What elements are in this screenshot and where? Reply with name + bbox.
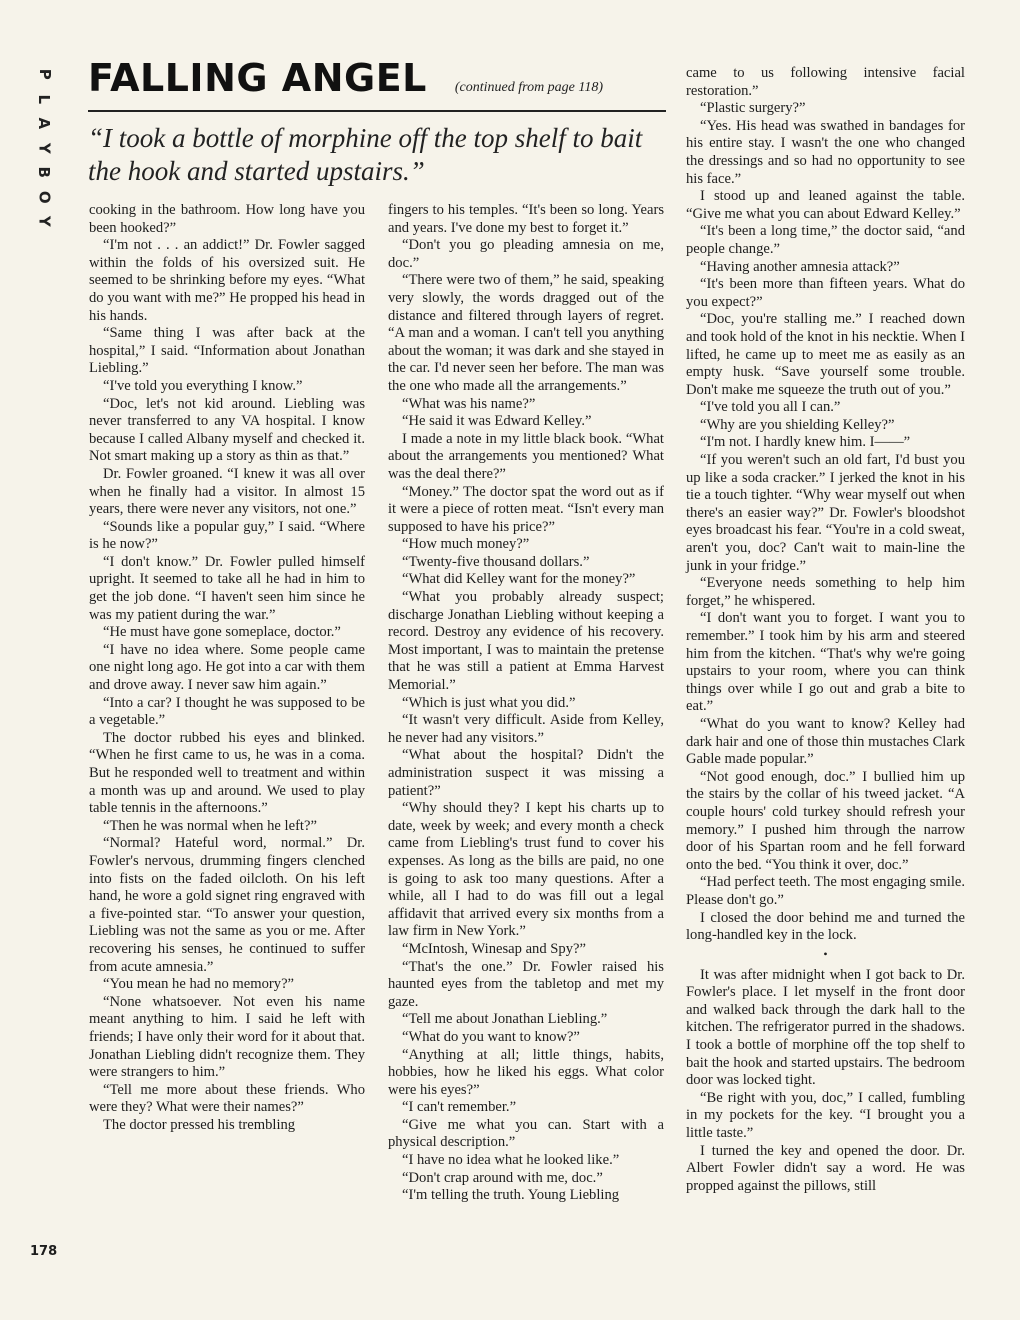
magazine-name-vertical — [28, 62, 54, 234]
paragraph: “Give me what you can. Start with a physical description.” — [388, 1116, 664, 1151]
section-break: • — [823, 946, 828, 961]
paragraph: “I have no idea where. Some people came one night long ago. He got into a car with them and drove away. I never saw him again.” — [89, 641, 366, 694]
continued-note: (continued from page 118) — [454, 80, 604, 95]
paragraph: “Be right with you, doc,” I called, fumbling in my pockets for the key. “I brought you a little taste.” — [686, 1089, 965, 1142]
paragraph: “Which is just what you did.” — [402, 694, 576, 711]
paragraph: “If you weren't such an old fart, I'd bust you up like a soda cracker.” I jerked the knot in his tie a touch tighter. “Why wear myself out when there's an easier way?” Dr. Fowler's bloodshot eyes broadcast his fear. “You're in a cold sweat, aren't you, doc? Can't wait to main-line the junk in your fridge.” — [686, 452, 965, 574]
paragraph: “I don't want you to forget. I want you to remember.” I took him by his arm and steered him from the kitchen. “That's why we're going upstairs to your room, where you can think things over while I go out and grab a bite to eat.” — [686, 610, 965, 715]
paragraph: I made a note in my little black book. “What about the arrangements you mentioned? What was the deal there?” — [388, 430, 664, 482]
paragraph: came to us following intensive facial restoration.” — [686, 65, 965, 99]
paragraph: fingers to his temples. “It's been so long. Years and years. I've done my best to forget it.” — [388, 202, 664, 236]
page-number: 178 — [30, 1244, 58, 1259]
paragraph: “What you probably already suspect; discharge Jonathan Liebling without keeping a record. Destroy any evidence of his recovery. Most important, I was to maintain the pretense that he was still a patient at Emma Harvest Memorial.” — [388, 589, 664, 694]
magazine-letter: P — [35, 68, 54, 80]
magazine-letter: B — [35, 166, 54, 178]
paragraph: “I'm not . . . an addict!” Dr. Fowler sagged within the folds of his oversized suit. He seemed to be shrinking before my eyes. “What do you want with me?” He propped his head in his hands. — [89, 237, 365, 324]
column-3 — [686, 65, 965, 1195]
paragraph: “I can't remember.” — [402, 1099, 517, 1116]
paragraph: “It wasn't very difficult. Aside from Kelley, he never had any visitors.” — [388, 712, 664, 746]
paragraph: “What about the hospital? Didn't the administration suspect it was missing a patient?” — [388, 747, 664, 799]
paragraph: The doctor rubbed his eyes and blinked. “When he first came to us, he was in a coma. But he responded well to treatment and within a month was up and around. We used to play table tennis in the afternoons.” — [89, 729, 365, 817]
paragraph: “None whatsoever. Not even his name meant anything to him. I said he left with friends; I have only their word for it about that. Jonathan Liebling didn't recognize them. They were strangers to him.” — [89, 993, 365, 1081]
paragraph: “That's the one.” Dr. Fowler raised his haunted eyes from the tabletop and met my gaze. — [388, 958, 664, 1010]
paragraph: It was after midnight when I got back to Dr. Fowler's place. I let myself in the front door and walked back through the dark hall to the kitchen. The refrigerator purred in the shadows. I took a bottle of morphine off the top shelf to bait the hook and started upstairs. The bedroom door was locked tight. — [686, 966, 965, 1089]
paragraph: “Tell me more about these friends. Who were they? What were their names?” — [89, 1081, 365, 1116]
paragraph: “I have no idea what he looked like.” — [402, 1152, 620, 1169]
paragraph: “Doc, you're stalling me.” I reached down and took hold of the knot in his necktie. When I lifted, he came up to meet me as easily as an empty husk. “Save yourself some trouble. Don't make me squeeze the truth out of you.” — [686, 311, 965, 398]
paragraph: “Don't you go pleading amnesia on me, doc.” — [388, 237, 664, 271]
article-header — [88, 56, 668, 188]
paragraph: “Money.” The doctor spat the word out as if it were a piece of rotten meat. “Isn't every man supposed to have his price?” — [388, 483, 664, 535]
paragraph: I turned the key and opened the door. Dr. Albert Fowler didn't say a word. He was propped against the pillows, still — [686, 1142, 965, 1194]
paragraph: Dr. Fowler groaned. “I knew it was all over when he finally had a visitor. In almost 15 years, there were never any visitors, not one.” — [89, 465, 365, 518]
column-1 — [89, 202, 365, 1134]
paragraph: “Tell me about Jonathan Liebling.” — [402, 1011, 608, 1028]
paragraph: I closed the door behind me and turned the long-handled key in the lock. — [686, 909, 965, 944]
paragraph: I stood up and leaned against the table. “Give me what you can about Edward Kelley.” — [686, 188, 965, 222]
pull-quote: “I took a bottle of morphine off the top shelf to bait the hook and started upstairs.” — [88, 122, 643, 186]
paragraph: “What was his name?” — [402, 395, 536, 412]
magazine-letter: A — [35, 117, 54, 130]
paragraph: “Don't crap around with me, doc.” — [402, 1169, 603, 1186]
magazine-letter: O — [35, 190, 54, 204]
paragraph: “It's been more than fifteen years. What do you expect?” — [686, 276, 965, 310]
paragraph: “Doc, let's not kid around. Liebling was never transferred to any VA hospital. I know because I called Albany myself and checked it. Not smart making up a story as thin as that.” — [89, 395, 365, 465]
magazine-letter: L — [35, 93, 54, 104]
paragraph: “It's been a long time,” the doctor said, “and people change.” — [686, 223, 965, 257]
paragraph: “Not good enough, doc.” I bullied him up the stairs by the collar of his tweed jacket. “A couple hours' cold turkey should refresh your memory.” I pushed him through the narrow door of his Spartan room and he fell forward onto the bed. “You think it over, doc.” — [686, 768, 965, 873]
paragraph: “Everyone needs something to help him forget,” he whispered. — [686, 575, 965, 609]
paragraph: “I've told you all I can.” — [700, 399, 841, 416]
paragraph: “Normal? Hateful word, normal.” Dr. Fowler's nervous, drumming fingers clenched into fists on the faded oilcloth. On his left hand, he wore a gold signet ring engraved with a five-pointed star. “To answer your question, Liebling was not the same as you or me. After recovering his senses, he continued to suffer from acute amnesia.” — [89, 835, 365, 975]
paragraph: “Why should they? I kept his charts up to date, week by week; and every month a check came from Liebling's trust fund to cover his expenses. As long as the bills are paid, no one is going to ask too many questions. After a while, all I had to do was fill out a legal affidavit that arrived every six months from a law firm in New York.” — [388, 800, 664, 940]
paragraph: “There were two of them,” he said, speaking very slowly, the words dragged out of the distance and filtered through layers of regret. “A man and a woman. I can't tell you anything about the woman; it was dark and she stayed in the car. I'd never seen her before. The man was the one who made all the arrangements.” — [388, 272, 664, 394]
paragraph: “Sounds like a popular guy,” I said. “Where is he now?” — [89, 518, 365, 553]
paragraph: “Then he was normal when he left?” — [103, 817, 317, 834]
paragraph: “Plastic surgery?” — [700, 100, 806, 117]
paragraph: “Anything at all; little things, habits, hobbies, how he liked his eggs. What color were his eyes?” — [388, 1046, 664, 1098]
paragraph: “How much money?” — [402, 536, 530, 553]
paragraph: “He must have gone someplace, doctor.” — [103, 624, 341, 641]
paragraph: “Same thing I was after back at the hospital,” I said. “Information about Jonathan Liebling.” — [89, 325, 365, 377]
article-title: FALLING ANGEL — [88, 56, 427, 100]
paragraph: “What do you want to know?” — [402, 1028, 580, 1045]
paragraph: “Twenty-five thousand dollars.” — [402, 553, 590, 570]
paragraph: “I don't know.” Dr. Fowler pulled himself upright. It seemed to take all he had in him to get the job done. “I haven't seen him since he was my patient during the war.” — [89, 553, 365, 623]
paragraph: “I'm not. I hardly knew him. I——” — [700, 434, 911, 451]
paragraph: “Yes. His head was swathed in bandages for his entire stay. I wasn't the one who changed the dressings and so had no opportunity to see his face.” — [686, 117, 965, 187]
paragraph: “You mean he had no memory?” — [103, 976, 295, 993]
paragraph: “McIntosh, Winesap and Spy?” — [402, 940, 586, 957]
magazine-letter: Y — [35, 215, 54, 227]
paragraph: “What did Kelley want for the money?” — [402, 571, 636, 588]
paragraph: “Why are you shielding Kelley?” — [700, 416, 895, 433]
paragraph: “He said it was Edward Kelley.” — [402, 413, 592, 430]
paragraph: “Into a car? I thought he was supposed to be a vegetable.” — [89, 694, 365, 729]
paragraph: “What do you want to know? Kelley had dark hair and one of those thin mustaches Clark Gable made popular.” — [686, 715, 965, 768]
paragraph: “I'm telling the truth. Young Liebling — [402, 1187, 620, 1204]
header-rule — [88, 110, 666, 112]
magazine-letter: Y — [35, 142, 54, 154]
paragraph: The doctor pressed his trembling — [103, 1116, 296, 1133]
paragraph: “Had perfect teeth. The most engaging smile. Please don't go.” — [686, 874, 965, 908]
paragraph: “Having another amnesia attack?” — [700, 258, 900, 275]
paragraph: “I've told you everything I know.” — [103, 377, 303, 394]
paragraph: cooking in the bathroom. How long have you been hooked?” — [89, 202, 365, 236]
column-2 — [388, 202, 664, 1205]
